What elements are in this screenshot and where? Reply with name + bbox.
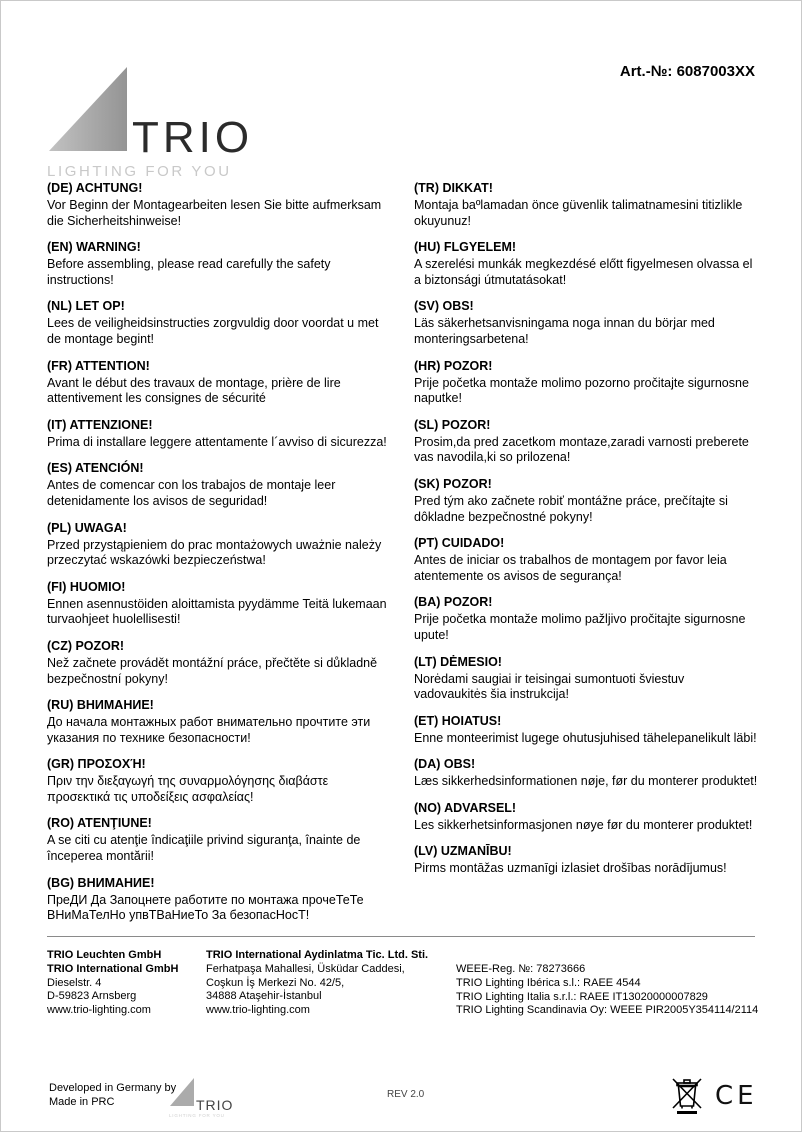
warning-text: Avant le début des travaux de montage, prière de lire attentivement les consignes de sécurité [47,375,341,406]
address-line: www.trio-lighting.com [47,1004,151,1017]
warning-heading: (FR) ATTENTION! [47,358,150,373]
warning-heading: (ES) ATENCIÓN! [47,461,144,476]
made-in-note [49,1081,176,1109]
registration-line: TRIO Lighting Scandinavia Oy: WEEE PIR2005Y354114/2114 [456,1004,759,1017]
warning-block [414,654,759,703]
address-line: D-59823 Arnsberg [47,990,137,1003]
warning-text: Pirms montāžas uzmanīgi izlasiet drošības norādījumus! [414,861,727,876]
warning-block [414,713,759,747]
warning-text: Before assembling, please read carefully the safety instructions! [47,257,331,287]
warning-heading: (NL) LET OP! [47,299,125,314]
warning-text: ПреДИ Да Запоцнете работите по монтажа прочеТеТе ВНиМаТелНо упвТВаНиеТо За безопасНосТ! [47,892,364,923]
warning-heading: (HR) POZOR! [414,358,493,373]
warning-heading: (ET) HOIATUS! [414,713,502,728]
address-germany [47,949,206,1018]
weee-crossed-out-bin-icon [671,1075,703,1120]
warning-text: Lees de veiligheidsinstructies zorgvuldig door voordat u met de montage begint! [47,316,379,346]
warning-text: Πριν την διεξαγωγή της συναρμολόγησης διαβάστε προσεκτικά τις υποδείξεις ασφαλείας! [47,774,329,804]
bottom-strip [47,1073,757,1128]
trio-logo-small [169,1077,233,1118]
warning-text: Przed przystąpieniem do prac montażowych uważnie należy przeczytać wskazówki bezpieczeństwa! [47,537,382,568]
warning-text: Antes de iniciar os trabalhos de montagem por favor leia atentemente os avisos de segurança! [414,553,727,583]
warning-heading: (LV) UZMANĪBU! [414,844,512,859]
logo-brand-text: TRIO [196,1097,234,1114]
logo-tagline: LIGHTING FOR YOU [169,1113,225,1118]
registration-line: TRIO Lighting Ibérica s.l.: RAEE 4544 [456,976,641,989]
warning-heading: (LT) DĖMESIO! [414,654,502,669]
warning-heading: (EN) WARNING! [47,240,141,255]
warning-heading: (DE) ACHTUNG! [47,181,143,195]
trio-triangle-icon [169,1077,195,1112]
address-line-bold: TRIO International Aydinlatma Tic. Ltd. Sti. [206,949,429,961]
warning-heading: (GR) ΠΡΟΣΟΧΉ! [47,757,146,772]
made-in-line: Developed in Germany by [49,1082,177,1094]
warning-block [414,535,759,584]
address-line: Dieselstr. 4 [47,976,102,989]
ce-mark: CE [715,1081,758,1111]
warning-text: Vor Beginn der Montagearbeiten lesen Sie bitte aufmerksam die Sicherheitshinweise! [47,198,382,228]
address-line: www.trio-lighting.com [206,1004,310,1017]
logo-brand-text: TRIO [132,112,254,162]
warning-text: Läs säkerhetsanvisningama noga innan du börjar med monteringsarbetena! [414,316,715,346]
warning-heading: (PL) UWAGA! [47,520,127,535]
warning-text: Læs sikkerhedsinformationen nøje, før du monterer produktet! [414,774,758,789]
warning-heading: (BG) ВНИМАНИЕ! [47,875,155,890]
warnings-column-right [414,180,759,934]
warning-block [414,756,759,790]
warning-block [47,815,392,864]
warning-heading: (SL) POZOR! [414,417,491,432]
warning-block [414,180,759,229]
trio-logo [47,65,267,180]
warning-block [47,520,392,569]
warning-block [47,239,392,288]
warning-text: Než začnete provádět montážní práce, přečtěte si důkladně bezpečnostní pokyny! [47,655,378,686]
warning-block [414,298,759,347]
article-number: Art.-№: 6087003XX [619,63,755,80]
warning-block [414,239,759,288]
registration-numbers [456,949,758,1018]
warning-heading: (FI) HUOMIO! [47,579,126,594]
address-line: Coşkun İş Merkezi No. 42/5, [206,976,345,989]
warning-block [414,358,759,407]
warning-block [414,594,759,643]
address-line: 34888 Ataşehir-İstanbul [206,990,322,1003]
warning-heading: (PT) CUIDADO! [414,536,505,551]
warning-text: Pred tým ako začnete robiť montážne práce, prečítajte si dôkladne bezpečnostné pokyny! [414,493,728,524]
warning-heading: (SV) OBS! [414,299,474,314]
warnings-column-left [47,180,392,934]
address-line: Ferhatpaşa Mahallesi, Üsküdar Caddesi, [206,962,405,975]
registration-line: TRIO Lighting Italia s.r.l.: RAEE IT13020000007829 [456,990,708,1003]
warning-block [47,638,392,687]
warning-heading: (CZ) POZOR! [47,638,125,653]
warning-block [47,358,392,407]
warning-block [47,697,392,746]
warning-heading: (TR) DIKKAT! [414,181,493,195]
warning-block [47,579,392,628]
warning-text: A szerelési munkák megkezdésé előtt figyelmesen olvassa el a biztonsági útmutatásokat! [414,257,753,287]
warning-text: Ennen asennustöiden aloittamista pyydämme Teitä lukemaan turvaohjeet huolellisesti! [47,596,387,627]
warning-text: Antes de comencar con los trabajos de montaje leer detenidamente los avisos de seguridad! [47,478,336,508]
warning-text: Norėdami saugiai ir teisingai sumontuoti šviestuv vadovaukitės šia instrukcija! [414,671,685,702]
warning-block [47,460,392,509]
trio-triangle-icon [47,65,129,158]
address-turkey [206,949,456,1018]
warning-heading: (HU) FLGYELEM! [414,240,517,255]
registration-line: WEEE-Reg. №: 78273666 [456,963,586,975]
warning-block [414,843,759,877]
warning-text: До начала монтажных работ внимательно прочтите эти указания по технике безопасности! [47,715,371,745]
warning-block [414,417,759,466]
warning-block [414,800,759,834]
warnings-grid [47,180,759,934]
footer-addresses [47,949,759,1018]
warning-text: Prije početka montaže molimo pažljivo pročitajte sigurnosne upute! [414,612,746,642]
warning-text: A se citi cu atenţie îndicaţiile privind siguranţa, înainte de începerea montării! [47,833,361,864]
warning-block [47,298,392,347]
footer-divider [47,936,755,937]
warning-text: Montaja baºlamadan önce güvenlik talimatnamesini titizlikle okuyunuz! [414,198,743,228]
address-line-bold: TRIO International GmbH [47,962,179,975]
warning-text: Prije početka montaže molimo pozorno pročitajte sigurnosne naputke! [414,375,749,406]
warning-block [47,417,392,451]
warning-text: Les sikkerhetsinformasjonen nøye før du monterer produktet! [414,817,753,832]
warning-heading: (NO) ADVARSEL! [414,800,517,815]
warning-block [47,875,392,924]
warning-heading: (RO) ATENŢIUNE! [47,816,152,831]
logo-tagline: LIGHTING FOR YOU [47,163,232,180]
revision-label: REV 2.0 [387,1089,425,1100]
warning-text: Prima di installare leggere attentamente l´avviso di sicurezza! [47,434,387,449]
warning-heading: (BA) POZOR! [414,595,493,610]
warning-heading: (RU) ВНИМАНИЕ! [47,698,154,713]
made-in-line: Made in PRC [49,1096,115,1108]
warning-text: Prosim,da pred zacetkom montaze,zaradi varnosti preberete vas navodila,ki so prilozena! [414,434,749,465]
warning-text: Enne monteerimist lugege ohutusjuhised tähelepanelikult läbi! [414,730,757,745]
address-line-bold: TRIO Leuchten GmbH [47,949,162,961]
warning-block [47,756,392,805]
warning-block [47,180,392,229]
warning-block [414,476,759,525]
warning-heading: (SK) POZOR! [414,476,492,491]
warning-heading: (DA) OBS! [414,757,476,772]
warning-heading: (IT) ATTENZIONE! [47,417,153,432]
